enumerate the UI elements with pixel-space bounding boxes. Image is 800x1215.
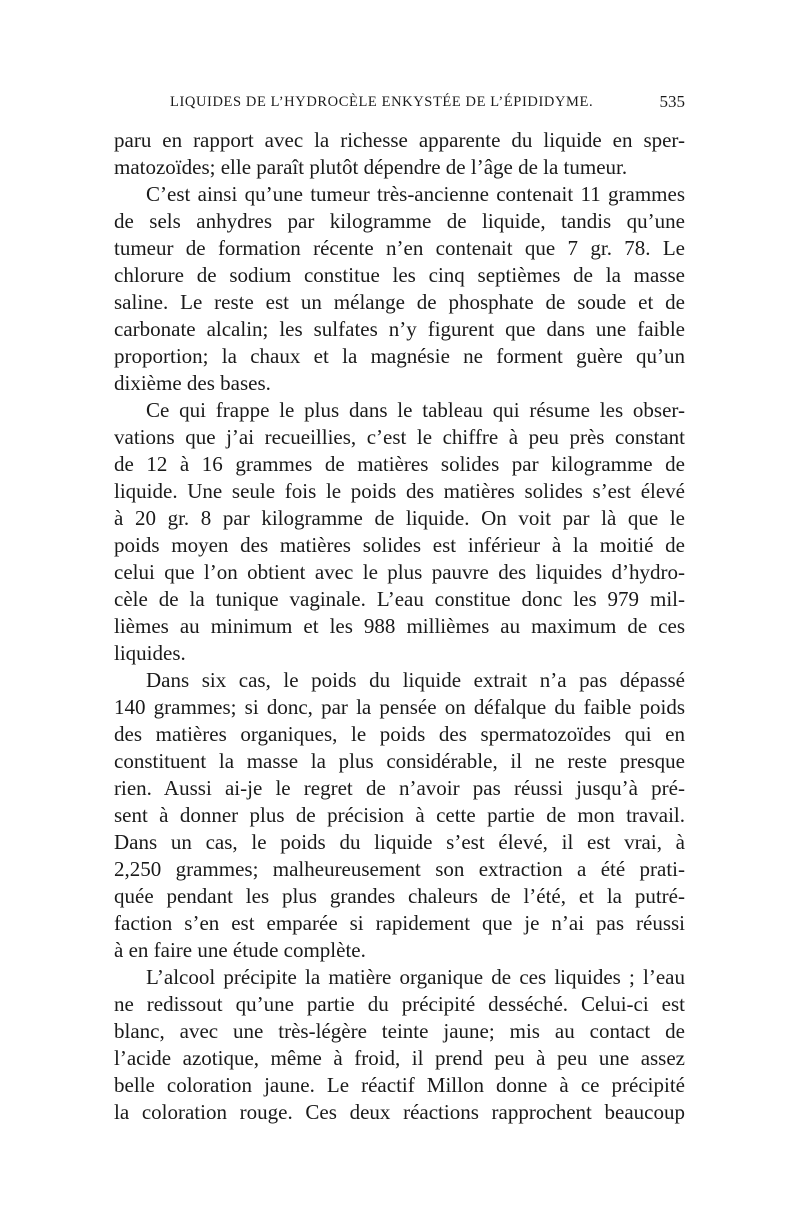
page-number: 535 (659, 92, 685, 111)
text-line: liquides. (114, 641, 186, 665)
text-line: cèle de la tunique vaginale. L’eau constitue donc les 979 mil- (114, 587, 685, 611)
text-line: proportion; la chaux et la magnésie ne forment guère qu’un (114, 344, 685, 368)
running-head (170, 94, 685, 120)
text-line: liquide. Une seule fois le poids des matières solides s’est élevé (114, 479, 685, 503)
text-line: ne redissout qu’une partie du précipité desséché. Celui-ci est (114, 992, 685, 1016)
text-line: des matières organiques, le poids des spermatozoïdes qui en (114, 722, 685, 746)
text-line: l’acide azotique, même à froid, il prend peu à peu une assez (114, 1046, 685, 1070)
running-title: LIQUIDES DE L’HYDROCÈLE ENKYSTÉE DE L’ÉPIDIDYME. (170, 94, 594, 110)
text-line: faction s’en est emparée si rapidement que je n’ai pas réussi (114, 911, 685, 935)
text-line: blanc, avec une très-légère teinte jaune; mis au contact de (114, 1019, 685, 1043)
text-line: matozoïdes; elle paraît plutôt dépendre de l’âge de la tumeur. (114, 155, 628, 179)
text-line: la coloration rouge. Ces deux réactions rapprochent beaucoup (114, 1100, 685, 1124)
text-line: quée pendant les plus grandes chaleurs de l’été, et la putré- (114, 884, 685, 908)
text-line: de 12 à 16 grammes de matières solides par kilogramme de (114, 452, 685, 476)
text-line: paru en rapport avec la richesse apparente du liquide en sper- (114, 128, 685, 152)
text-line: dixième des bases. (114, 371, 271, 395)
text-line: à en faire une étude complète. (114, 938, 366, 962)
text-line: lièmes au minimum et les 988 millièmes au maximum de ces (114, 614, 685, 638)
text-line: belle coloration jaune. Le réactif Millon donne à ce précipité (114, 1073, 685, 1097)
text-line: à 20 gr. 8 par kilogramme de liquide. On voit par là que le (114, 506, 685, 530)
text-line: Dans six cas, le poids du liquide extrait n’a pas dépassé (146, 668, 685, 692)
text-line: poids moyen des matières solides est inférieur à la moitié de (114, 533, 685, 557)
text-line: carbonate alcalin; les sulfates n’y figurent que dans une faible (114, 317, 685, 341)
text-line: C’est ainsi qu’une tumeur très-ancienne contenait 11 grammes (146, 182, 685, 206)
text-line: saline. Le reste est un mélange de phosphate de soude et de (114, 290, 685, 314)
text-line: Ce qui frappe le plus dans le tableau qui résume les obser- (146, 398, 685, 422)
text-line: chlorure de sodium constitue les cinq septièmes de la masse (114, 263, 685, 287)
text-line: vations que j’ai recueillies, c’est le chiffre à peu près constant (114, 425, 685, 449)
text-line: rien. Aussi ai-je le regret de n’avoir pas réussi jusqu’à pré- (114, 776, 685, 800)
body-text (114, 127, 685, 1126)
text-line: sent à donner plus de précision à cette partie de mon travail. (114, 803, 685, 827)
text-line: Dans un cas, le poids du liquide s’est élevé, il est vrai, à (114, 830, 685, 854)
text-line: celui que l’on obtient avec le plus pauvre des liquides d’hydro- (114, 560, 685, 584)
text-line: de sels anhydres par kilogramme de liquide, tandis qu’une (114, 209, 685, 233)
text-line: 2,250 grammes; malheureusement son extraction a été prati- (114, 857, 685, 881)
text-line: tumeur de formation récente n’en contenait que 7 gr. 78. Le (114, 236, 685, 260)
text-line: L’alcool précipite la matière organique de ces liquides ; l’eau (146, 965, 685, 989)
text-line: 140 grammes; si donc, par la pensée on défalque du faible poids (114, 695, 685, 719)
text-line: constituent la masse la plus considérable, il ne reste presque (114, 749, 685, 773)
